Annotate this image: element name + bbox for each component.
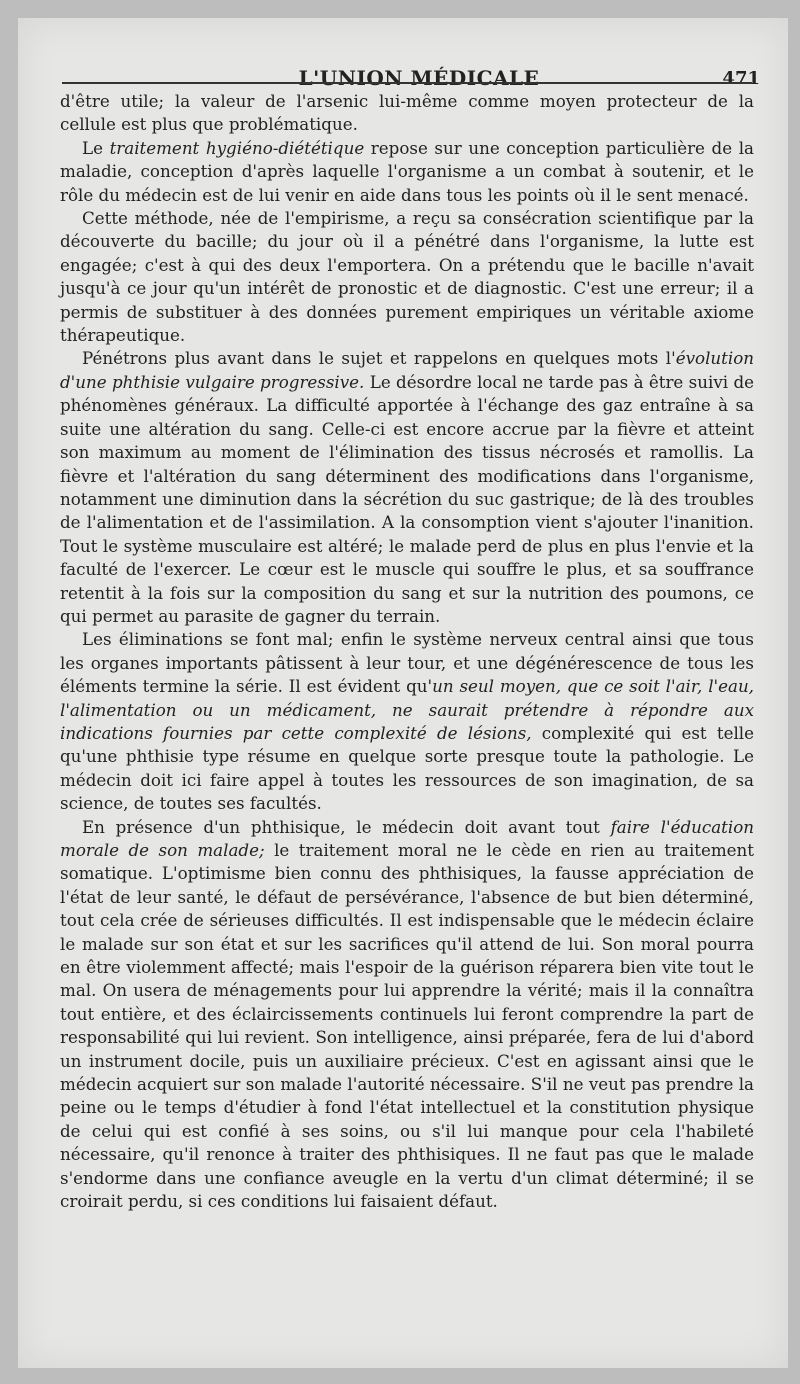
text-run: complexité qui est telle qu'une phthisie type résume en quelque sorte presque toute la pathologie. Le médecin doit ici faire appel à toutes les ressources de son imagination, de sa science, de toutes ses facultés. [60,722,754,814]
paragraph [60,90,754,137]
text-run: En présence d'un phthisique, le médecin doit avant tout [82,816,611,837]
header-rule [62,82,752,84]
italic-text: un seul moyen, que ce soit l'air, l'eau, l'alimentation ou un médicament, ne saurait prétendre à répondre aux indications fournies par cette complexité de lésions, [60,676,754,743]
text-run: Pénétrons plus avant dans le sujet et rappelons en quelques mots l' [82,348,676,369]
text-run: le traitement moral ne le cède en rien au traitement somatique. L'optimisme bien connu des phthisiques, la fausse appréciation de l'état de leur santé, le défaut de persévérance, l'absence de but bien déterminé, tout cela crée de sérieuses difficultés. Il est indispensable que le médecin éclaire le malade sur son état et sur les sacrifices qu'il attend de lui. Son moral pourra en être violemment affecté; mais l'espoir de la guérison réparera bien vite tout le mal. On usera de ménagements pour lui apprendre la vérité; mais il la connaîtra tout entière, et des éclaircissements continuels lui feront comprendre la part de responsabilité qui lui revient. Son intelligence, ainsi préparée, fera de lui d'abord un instrument docile, puis un auxiliaire précieux. C'est en agissant ainsi que le médecin acquiert sur son malade l'autorité nécessaire. S'il ne veut pas prendre la peine ou le temps d'étudier à fond l'état intellectuel et la constitution physique de celui qui est confié à ses soins, ou s'il lui manque pour cela l'habileté nécessaire, qu'il renonce à traiter des phthisiques. Il ne faut pas que le malade s'endorme dans une confiance aveugle en la vertu d'un climat déterminé; il se croirait perdu, si ces conditions lui faisaient défaut. [60,840,755,1212]
italic-text: faire l'éducation morale de son malade; [60,816,755,860]
text-run: Cette méthode, née de l'empirisme, a reçu sa consécration scientifique par la découverte du bacille; du jour où il a pénétré dans l'organisme, la lutte est engagée; c'est à qui des deux l'emportera. On a prétendu que le bacille n'avait jusqu'à ce jour qu'un intérêt de pronostic et de diagnostic. C'est une erreur; il a permis de substituer à des données purement empiriques un véritable axiome thérapeutique. [60,208,754,346]
text-run: Les éliminations se font mal; enfin le système nerveux central ainsi que tous les organes importants pâtissent à leur tour, et une dégénérescence de tous les éléments termine la série. Il est évident qu' [60,629,754,697]
page-number: 471 [722,68,760,89]
text-run: repose sur une conception particulière de la maladie, conception d'après laquelle l'organisme a un combat à soutenir, et le rôle du médecin est de lui venir en aide dans tous les points où il le sent menacé. [60,137,754,205]
italic-text: évolution d'une phthisie vulgaire progressive. [60,348,754,392]
paragraph [60,816,754,1214]
body-text [60,90,754,1214]
running-title: L'UNION MÉDICALE [298,66,540,90]
text-run: Le [82,137,110,158]
paragraph [60,628,754,815]
paragraph [60,137,754,207]
text-run: Le désordre local ne tarde pas à être suivi de phénomènes généraux. La difficulté apportée à l'échange des gaz entraîne à sa suite une altération du sang. Celle-ci est encore accrue par la fièvre et atteint son maximum au moment de l'élimination des tissus nécrosés et ramollis. La fièvre et l'altération du sang déterminent des modifications dans l'organisme, notamment une diminution dans la sécrétion du suc gastrique; de là des troubles de l'alimentation et de l'assimilation. A la consomption vient s'ajouter l'inanition. Tout le système musculaire est altéré; le malade perd de plus en plus l'envie et la faculté de l'exercer. Le cœur est le muscle qui souffre le plus, et sa souffrance retentit à la fois sur la composition du sang et sur la nutrition des poumons, ce qui permet au parasite de gagner du terrain. [60,371,754,626]
paragraph [60,347,754,628]
italic-text: traitement hygiéno-diététique [109,137,365,158]
text-run: d'être utile; la valeur de l'arsenic lui-même comme moyen protecteur de la cellule est plus que problématique. [60,91,754,135]
paragraph [60,207,754,347]
